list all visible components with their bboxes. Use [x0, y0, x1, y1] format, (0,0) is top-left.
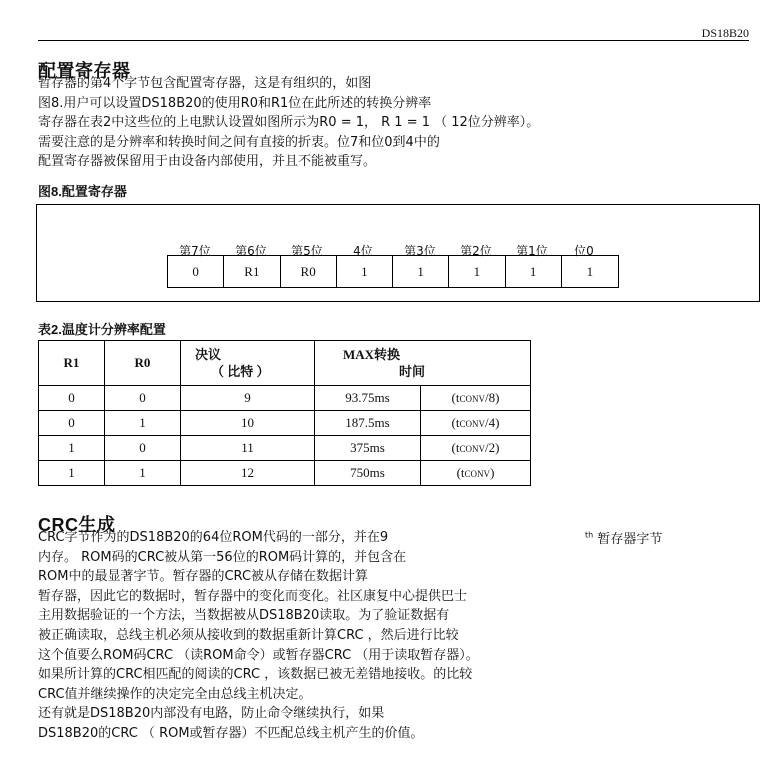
cell-bits: 9 — [181, 386, 315, 411]
crc-line: 被正确读取，总线主机必须从接收到的数据重新计算CRC ，然后进行比较 — [38, 627, 459, 643]
header-resolution — [181, 341, 315, 386]
cell-r1: 1 — [39, 461, 105, 486]
cell-time: 375ms — [315, 436, 421, 461]
header-rule — [38, 40, 749, 41]
bit-label: 第3位 — [404, 244, 436, 258]
cell-time: 93.75ms — [315, 386, 421, 411]
tconv-suffix: ) — [490, 465, 495, 480]
cell-bits: 11 — [181, 436, 315, 461]
header-max-conversion-line1: MAX转换 — [343, 347, 401, 362]
resolution-table — [38, 340, 531, 486]
bit-value-cell: R0 — [281, 256, 337, 287]
crc-line: 暂存器，因此它的数据时，暂存器中的变化而变化。社区康复中心提供巴士 — [38, 588, 468, 604]
bit-value-cell: 1 — [449, 256, 505, 287]
config-paragraph — [38, 74, 539, 172]
tconv-prefix: (t — [456, 465, 465, 480]
crc-line: CRC字节作为的DS18B20的64位ROM代码的一部分，并在9 — [38, 530, 389, 545]
crc-line: 如果所计算的CRC相匹配的阅读的CRC ，该数据已被无差错地接收。的比较 — [38, 667, 473, 683]
crc-side-note-text: 暂存器字节 — [597, 532, 663, 547]
cell-r1: 1 — [39, 436, 105, 461]
table-header-row — [39, 341, 531, 386]
table-row — [39, 461, 531, 486]
tconv-subscript: CONV — [459, 419, 485, 429]
table-row — [39, 386, 531, 411]
tconv-suffix: /8) — [485, 390, 500, 405]
cell-r0: 1 — [105, 461, 181, 486]
cell-r1: 0 — [39, 386, 105, 411]
tconv-suffix: /2) — [485, 440, 500, 455]
cell-bits: 12 — [181, 461, 315, 486]
tconv-prefix: (t — [451, 415, 460, 430]
bit-label: 第6位 — [235, 244, 267, 258]
config-section-title: 配置寄存器 — [38, 61, 131, 81]
table2-caption: 表2.温度计分辨率配置 — [38, 322, 166, 337]
crc-line: ROM中的最显著字节。暂存器的CRC被从存储在数据计算 — [38, 569, 369, 585]
crc-line: 主用数据验证的一个方法，当数据被从DS18B20读取。为了验证数据有 — [38, 608, 450, 624]
bit-label: 第5位 — [291, 244, 323, 258]
header-doc-name: DS18B20 — [701, 26, 749, 40]
bit-label: 位0 — [574, 244, 594, 258]
bit-value-cell: 1 — [337, 256, 393, 287]
header-r1: R1 — [39, 341, 105, 386]
config-line: 暂存器的第4个字节包含配置寄存器，这是有组织的，如图 — [38, 76, 372, 91]
cell-r0: 0 — [105, 436, 181, 461]
header-r0: R0 — [105, 341, 181, 386]
bit-value-cell: 1 — [506, 256, 562, 287]
bit-value-cell: 0 — [168, 256, 224, 287]
table-row — [39, 411, 531, 436]
config-line: 配置寄存器被保留用于由设备内部使用，并且不能被重写。 — [38, 154, 377, 170]
crc-line: 这个值要么ROM码CRC （读ROM命令）或暂存器CRC （用于读取暂存器）。 — [38, 647, 479, 663]
table-row — [39, 436, 531, 461]
bit-value-cell: R1 — [224, 256, 280, 287]
bit-label: 第2位 — [460, 244, 492, 258]
cell-tconv — [421, 461, 531, 486]
header-resolution-line1: 决议 — [195, 347, 222, 362]
cell-tconv — [421, 386, 531, 411]
tconv-prefix: (t — [451, 440, 460, 455]
header-max-conversion-line2: 时间 — [399, 364, 426, 379]
crc-side-note — [585, 528, 662, 547]
crc-line: DS18B20的CRC （ ROM或暂存器）不匹配总线主机产生的价值。 — [38, 725, 424, 741]
crc-side-note-sup: th — [585, 530, 594, 540]
crc-section-title: CRC生成 — [38, 515, 116, 535]
crc-line: CRC值并继续操作的决定完全由总线主机决定。 — [38, 686, 312, 702]
tconv-prefix: (t — [451, 390, 460, 405]
crc-line: 内存。 ROM码的CRC被从第一56位的ROM码计算的，并包含在 — [38, 549, 407, 565]
tconv-subscript: CONV — [464, 469, 491, 479]
config-register-bits — [167, 255, 619, 288]
cell-r0: 0 — [105, 386, 181, 411]
crc-line: 还有就是DS18B20内部没有电路，防止命令继续执行，如果 — [38, 706, 385, 722]
bit-value-cell: 1 — [393, 256, 449, 287]
cell-tconv — [421, 436, 531, 461]
cell-r0: 1 — [105, 411, 181, 436]
tconv-subscript: CONV — [459, 394, 485, 404]
cell-r1: 0 — [39, 411, 105, 436]
bit-value-cell: 1 — [586, 264, 594, 279]
config-line: 图8.用户可以设置DS18B20的使用R0和R1位在此所述的转换分辨率 — [38, 95, 432, 111]
config-line: 寄存器在表2中这些位的上电默认设置如图所示为R0 = 1， R 1 = 1 （ 12位分辨率）。 — [38, 115, 540, 131]
bit-label: 第7位 — [179, 244, 211, 258]
cell-time: 750ms — [315, 461, 421, 486]
header-max-conversion — [315, 341, 531, 386]
crc-paragraph — [38, 528, 479, 744]
cell-tconv — [421, 411, 531, 436]
config-line: 需要注意的是分辨率和转换时间之间有直接的折衷。位7和位0到4中的 — [38, 134, 440, 150]
bit-label: 4位 — [353, 244, 373, 258]
cell-bits: 10 — [181, 411, 315, 436]
tconv-suffix: /4) — [485, 415, 500, 430]
tconv-subscript: CONV — [459, 444, 485, 454]
header-resolution-line2: （ 比特 ） — [211, 364, 270, 379]
figure8-caption: 图8.配置寄存器 — [38, 184, 127, 199]
cell-time: 187.5ms — [315, 411, 421, 436]
bit-label: 第1位 — [516, 244, 548, 258]
